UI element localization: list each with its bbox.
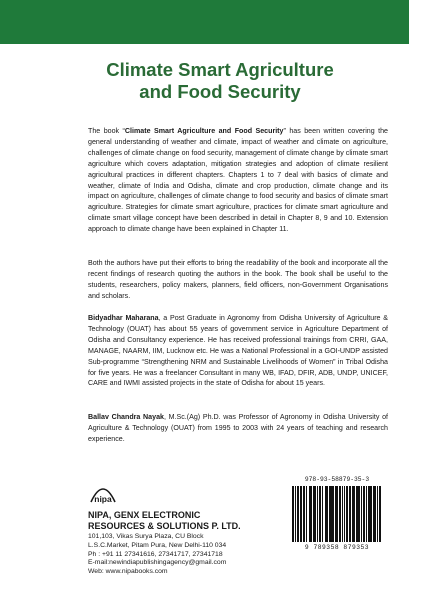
title-line-1: Climate Smart Agriculture [106,59,334,80]
barcode-bar [327,486,328,542]
barcode-bar [317,486,318,542]
publisher-website: Web: www.nipabooks.com [88,568,168,576]
author-bio-nayak: Ballav Chandra Nayak, M.Sc.(Ag) Ph.D. was Professor of Agronomy in Odisha University of Agriculture & Technology (OUAT) from 1995 to 2003 with 24 years of teaching and research experience. [88,413,388,443]
barcode-bar [370,486,371,542]
barcode-bar [295,486,296,542]
barcode-bar [349,486,350,542]
barcode-bar [306,486,307,542]
barcode-bar [347,486,348,542]
barcode-bar [380,486,381,542]
title-line-2: and Food Security [139,81,301,102]
barcode-bar [304,486,305,542]
top-green-band [0,0,409,44]
author-bio-maharana: Bidyadhar Maharana, a Post Graduate in Agronomy from Odisha University of Agriculture & Technology (OUAT) has about 55 years of government service in Agriculture Department of Odisha and Consultancy experience. He has received professional trainings from CRRI, GAA, MANAGE, NAARM, IIM, Lucknow etc. He was a National Professional in a GOI-UNDP assisted Sub-programme “Strengthening NRM and Sustainable Livelihoods of Women” in Tribal Odisha for five years. He was a freelancer Consultant in many WB, IFAD, DFIR, ADB, UNDP, UNICEF, CARE and IWMI assisted projects in the state of Odisha for about 15 years. [88,314,388,388]
barcode-bar [333,486,334,542]
barcode-bar [342,486,344,542]
spine-edge [409,0,442,590]
barcode-bar [364,486,365,542]
book-title [70,59,370,103]
barcode-bar [354,486,355,542]
barcode-bar [339,486,340,542]
logo-text: nipa [94,494,112,504]
barcode-bar [374,486,376,542]
barcode-digits: 9 789358 879353 [304,544,370,551]
barcode-bar [366,486,367,542]
publisher-address-2: L.S.C.Market, Pitam Pura, New Delhi-110 034 [88,541,227,549]
readability-paragraph: Both the authors have put their efforts to bring the readability of the book and incorporate all the recent findings of research quoting the authors in the book. The book shall be useful to the students, researchers, policy makers, planners, field officers, non-Government Organisations and scholars. [88,259,388,300]
publisher-block [88,510,278,577]
barcode-bar [377,486,378,542]
barcode-bar [322,486,323,542]
author-name-maharana: Bidyadhar Maharana [88,314,159,322]
publisher-name: NIPA, GENX ELECTRONIC RESOURCES & SOLUTIONS P. LTD. [88,510,241,531]
publisher-phone: Ph : +91 11 27341616, 27341717, 27341718 [88,550,223,558]
barcode-bars [292,486,382,542]
nipa-logo-icon [88,480,118,506]
barcode-bar [344,486,345,542]
barcode-bar [361,486,362,542]
barcode-bar [311,486,312,542]
barcode-bar [331,486,332,542]
book-title-inline: Climate Smart Agriculture and Food Security [124,127,284,135]
isbn-barcode [290,476,384,556]
barcode-bar [300,486,302,542]
barcode-bar [358,486,360,542]
barcode-bar [336,486,337,542]
author-name-nayak: Ballav Chandra Nayak [88,413,164,421]
publisher-email: E-mail:newindiapublishingagency@gmail.com [88,559,227,567]
isbn-number: 978-93-58879-35-3 [304,476,370,483]
publisher-address-1: 101,103, Vikas Surya Plaza, CU Block [88,533,204,540]
description-paragraph: The book “Climate Smart Agriculture and Food Security” has been written covering the general understanding of weather and climate, impact of weather and climate on agriculture, challenges of climate change on food security, management of climate change by climate smart agriculture which covers adaptation, mitigation strategies and adoption of climate resilient agricultural practices in different chapters. Chapters 1 to 7 deal with basics of climate and weather, climate of India and Odisha, climate and crop production, climate change and its impact on agriculture, challenges of climate change to food security and basics of climate smart agriculture. Strategies for climate smart agriculture, practices for climate smart agriculture and climate smart village concept have been described in detail in Chapter 8, 9 and 10. Extension approach to climate change have been explained in Chapter 11. [88,127,388,234]
